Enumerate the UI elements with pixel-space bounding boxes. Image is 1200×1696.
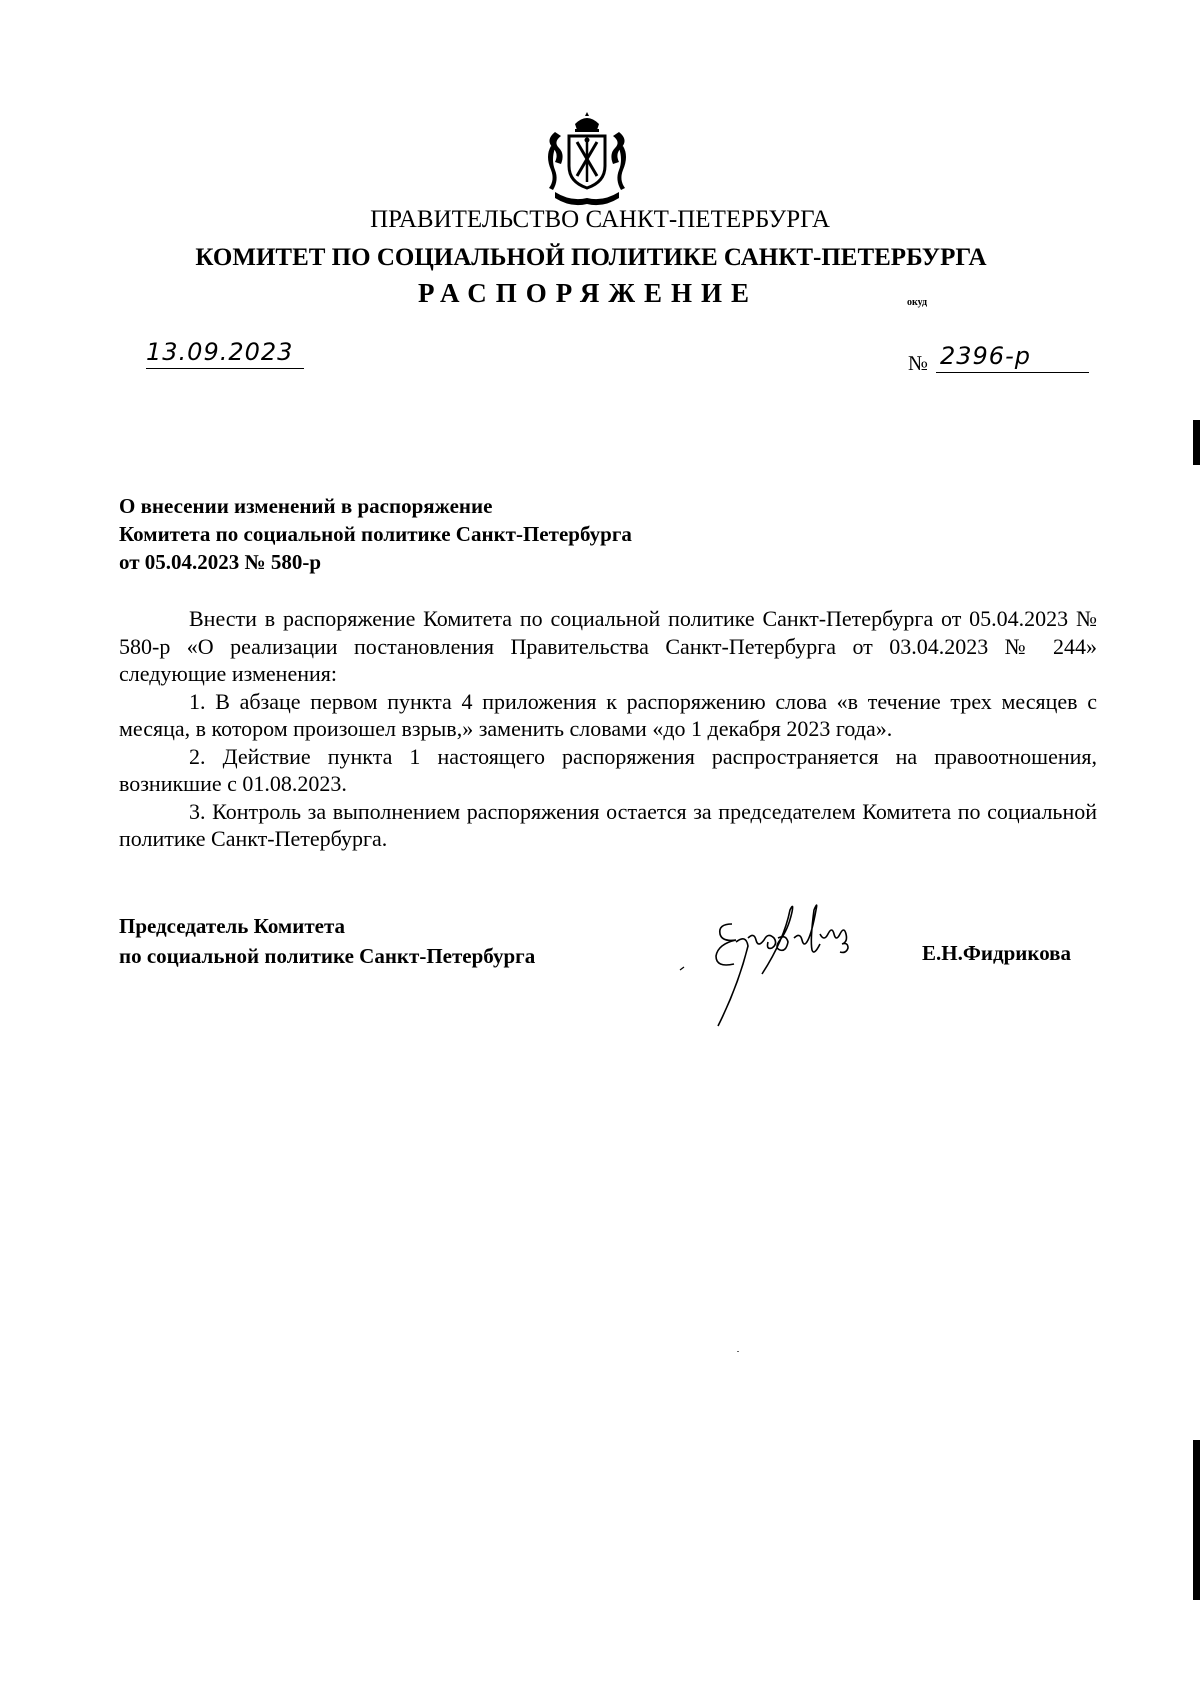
committee-title: КОМИТЕТ ПО СОЦИАЛЬНОЙ ПОЛИТИКЕ САНКТ-ПЕТЕРБУРГА bbox=[195, 244, 987, 271]
okud-label: окуд bbox=[907, 297, 928, 308]
document-date: 13.09.2023 bbox=[146, 338, 294, 366]
signer-position bbox=[119, 911, 535, 971]
document-number: 2396-р bbox=[940, 342, 1031, 370]
number-label: № bbox=[908, 351, 929, 375]
subject-line: О внесении изменений в распоряжение bbox=[119, 494, 493, 518]
body-paragraph: 1. В абзаце первом пункта 4 приложения к распоряжению слова «в течение трех месяцев с месяца, в котором произошел взрыв,» заменить словами «до 1 декабря 2023 года». bbox=[119, 688, 1097, 741]
document-date-field bbox=[146, 336, 304, 369]
handwritten-signature bbox=[670, 888, 910, 1028]
document-subject bbox=[119, 492, 632, 576]
subject-line: Комитета по социальной политике Санкт-Петербурга bbox=[119, 522, 632, 546]
subject-line: от 05.04.2023 № 580-р bbox=[119, 550, 322, 574]
body-paragraph: 3. Контроль за выполнением распоряжения остается за председателем Комитета по социальной политике Санкт-Петербурга. bbox=[119, 798, 1097, 851]
coat-of-arms-emblem bbox=[541, 110, 633, 206]
scan-margin-mark-bottom bbox=[1193, 1440, 1200, 1600]
body-paragraph: 2. Действие пункта 1 настоящего распоряжения распространяется на правоотношения, возникшие с 01.08.2023. bbox=[119, 743, 1097, 796]
government-title: ПРАВИТЕЛЬСТВО САНКТ-ПЕТЕРБУРГА bbox=[370, 206, 830, 233]
document-body bbox=[119, 605, 1097, 853]
document-type-title: РАСПОРЯЖЕНИЕ bbox=[418, 278, 759, 308]
scan-speck bbox=[737, 1351, 739, 1352]
signer-position-line: Председатель Комитета bbox=[119, 914, 346, 938]
signer-name: Е.Н.Фидрикова bbox=[922, 941, 1072, 965]
signer-position-line: по социальной политике Санкт-Петербурга bbox=[119, 944, 536, 968]
scan-margin-mark-top bbox=[1193, 420, 1200, 465]
body-paragraph: Внести в распоряжение Комитета по социальной политике Санкт-Петербурга от 05.04.2023 № 580-р «О реализации постановления Правительства Санкт-Петербурга от 03.04.2023 № 244» следующие изменения: bbox=[119, 606, 1097, 686]
document-number-field bbox=[936, 336, 1089, 373]
